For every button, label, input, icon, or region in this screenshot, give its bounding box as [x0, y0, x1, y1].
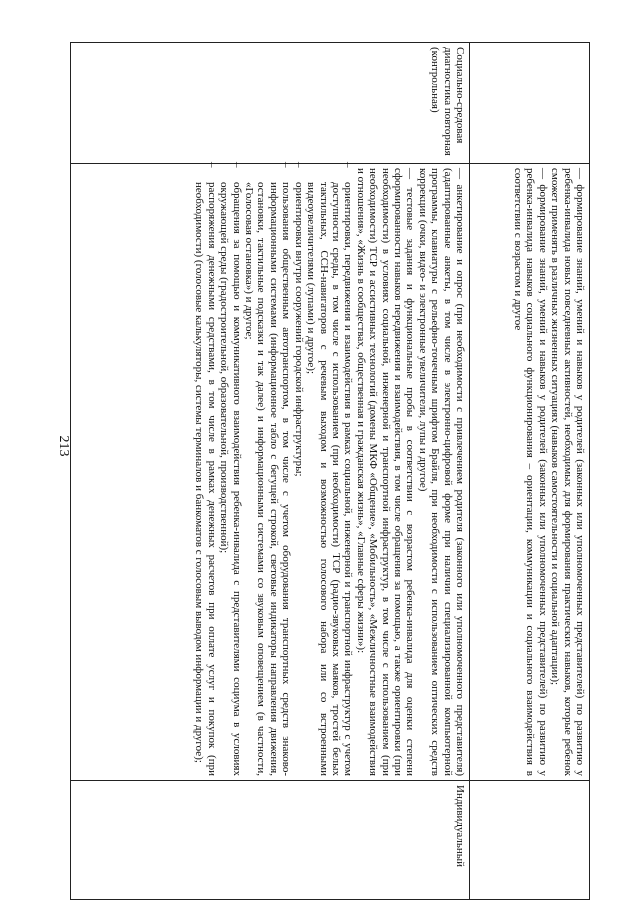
- list-item: [218, 162, 243, 776]
- list-item: [292, 162, 305, 776]
- dash-marker: –: [205, 162, 218, 168]
- list-item-text: ориентировки внутри сооружений городской инфраструктуры;: [292, 182, 305, 477]
- form-cell: [470, 781, 590, 900]
- method-name-cell: [470, 43, 590, 164]
- list-item-text: распоряжения денежными средствами, в том числе в рамках денежных расчетов при оплате услуг и покупок (при необходимости) (голосовые калькуляторы, системы терминалов и банкоматов с голосовым выводом информации и другое);: [193, 182, 218, 776]
- list-item-text: пользования общественным автотранспортом, в том числе с учетом оборудования транспортных средств знаково-информационными системами (информационное табло с бегущей строкой, световые индикаторы направления движения, остановки, тактильные подсказки и так далее) и информационными системами со звуковым оповещением (в частности, «Голосовая остановка») и другое;: [243, 182, 293, 776]
- list-item-text: обращения за помощью и коммуникативного взаимодействия ребенка-инвалида с представителями социума в условиях окружающей среды (градостроительной, образовательной, производственной);: [218, 182, 243, 776]
- method-content-cell: [470, 164, 590, 781]
- dash-marker: –: [342, 162, 355, 168]
- content-paragraph: — тестовые задания и функциональные пробы в соответствии с возрастом ребенка-инвалида для оценки степени сформированности навыков передвижения и взаимодействия, в том числе обращения за помощью, а также ориентировки (при необходимости) в условиях социальной, инженерной и транспортной инфраструктур, в том числе с использованием (при необходимости) ТСР и ассистивных технологий (домены МКФ «Общение», «Мобильность», «Межличностные взаимодействия и отношения», «Жизнь в сообществах, общественная и гражданская жизнь», «Главные сферы жизни»):: [354, 168, 417, 776]
- method-content-cell: [71, 164, 470, 781]
- content-paragraph: — анкетирование и опрос (при необходимости с привлечением родителя (законного или уполномоченного представителя) (адаптированные анкеты, в том числе в электронно-цифровой форме при наличии специализированной компьютерной программы, клавиатуры с рельефно-точечным шрифтом Брайля, при необходимости с использованием оптических средств коррекции (очки, видео- и электронные увеличители, лупы и другое): [416, 168, 466, 776]
- content-paragraph: — формирование знаний, умений и навыков у родителей (законных или уполномоченных представителей) по развитию у ребенка-инвалида новых повседневных активностей, необходимых для формирования практических навыков, которые ребенок сможет применять в различных жизненных ситуациях (навыков самостоятельности и социальной адаптации);: [549, 168, 586, 776]
- list-item: [243, 162, 293, 776]
- table-row: [71, 43, 470, 900]
- list-item: [305, 162, 355, 776]
- dash-marker: –: [292, 162, 305, 168]
- content-paragraph: — формирование знаний, умений и навыков у родителей (законных или уполномоченных представителей) по развитию у ребенка-инвалида навыков социального функционирования – ориентации, коммуникации и социального взаимодействия в соответствии с возрастом и другое: [511, 168, 549, 776]
- dash-marker: –: [280, 162, 293, 168]
- list-item: [193, 162, 218, 776]
- page-number: 213: [56, 435, 71, 457]
- methods-table: [70, 42, 590, 900]
- rotated-table-wrapper: [70, 42, 590, 872]
- list-item-text: ориентировки, передвижения и взаимодействия в рамках социальной, инженерной и транспортной инфраструктур с учетом доступности среды, в том числе с использованием (при необходимости) ТСР (радио-звуковых маяков, тростей белых тактильных, ССН-навигаторов с речевым выходом и возможностью голосового набора или со встроенными видеоувеличителями (лупами) и другое);: [305, 182, 355, 776]
- form-cell: Индивидуальный: [71, 781, 470, 900]
- table-row: [470, 43, 590, 900]
- dash-marker: –: [230, 162, 243, 168]
- method-name-cell: Социально-средовая диагностика повторная (контрольная): [71, 43, 470, 164]
